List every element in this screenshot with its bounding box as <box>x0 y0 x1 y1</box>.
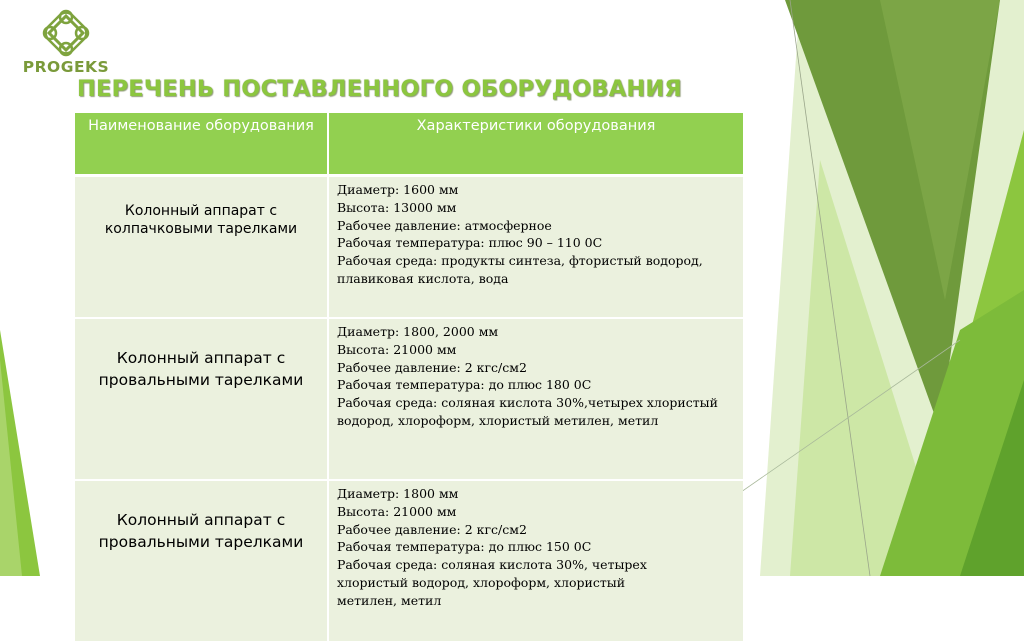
spec-line: Рабочая температура: до плюс 150 0С <box>337 539 592 555</box>
spec-line: Рабочее давление: 2 кгс/см2 <box>337 521 527 537</box>
spec-line: Высота: 21000 мм <box>337 503 457 519</box>
header-equipment-name: Наименование оборудования <box>75 113 328 176</box>
brand-name: PROGEKS <box>22 58 110 76</box>
header-equipment-specs: Характеристики оборудования <box>328 113 743 176</box>
equipment-specs-cell <box>328 176 743 319</box>
equipment-specs-cell <box>328 318 743 480</box>
equipment-table <box>75 113 743 643</box>
spec-line: водород, хлороформ, хлористый метилен, метил <box>337 412 659 428</box>
spec-line: Рабочее давление: атмосферное <box>337 217 552 233</box>
spec-line: Высота: 13000 мм <box>337 199 457 215</box>
spec-line: Рабочая температура: до плюс 180 0С <box>337 377 592 393</box>
celtic-knot-icon <box>41 8 91 58</box>
spec-line: Высота: 21000 мм <box>337 341 457 357</box>
spec-line: Рабочая среда: продукты синтеза, фтористый водород, <box>337 253 703 269</box>
spec-line: плавиковая кислота, вода <box>337 270 509 286</box>
equipment-specs-cell <box>328 480 743 642</box>
logo <box>14 8 118 80</box>
equipment-name-cell: Колонный аппарат с колпачковыми тарелками <box>75 176 328 319</box>
spec-line: Рабочая температура: плюс 90 – 110 0С <box>337 235 603 251</box>
table-row <box>75 480 743 642</box>
table-row <box>75 318 743 480</box>
equipment-name-cell: Колонный аппарат с провальными тарелками <box>75 318 328 480</box>
spec-line: Рабочее давление: 2 кгс/см2 <box>337 359 527 375</box>
spec-line: хлористый водород, хлороформ, хлористый <box>337 574 626 590</box>
slide-title: ПЕРЕЧЕНЬ ПОСТАВЛЕННОГО ОБОРУДОВАНИЯ <box>77 76 682 102</box>
spec-line: Диаметр: 1800, 2000 мм <box>337 324 499 339</box>
spec-line: Диаметр: 1800 мм <box>337 486 459 501</box>
spec-line: Рабочая среда: соляная кислота 30%, четырех <box>337 557 647 573</box>
spec-line: Диаметр: 1600 мм <box>337 182 459 197</box>
table-header-row <box>75 113 743 176</box>
spec-line: Рабочая среда: соляная кислота 30%,четырех хлористый <box>337 395 718 411</box>
table-row <box>75 176 743 319</box>
spec-line: метилен, метил <box>337 592 442 608</box>
equipment-name-cell: Колонный аппарат с провальными тарелками <box>75 480 328 642</box>
